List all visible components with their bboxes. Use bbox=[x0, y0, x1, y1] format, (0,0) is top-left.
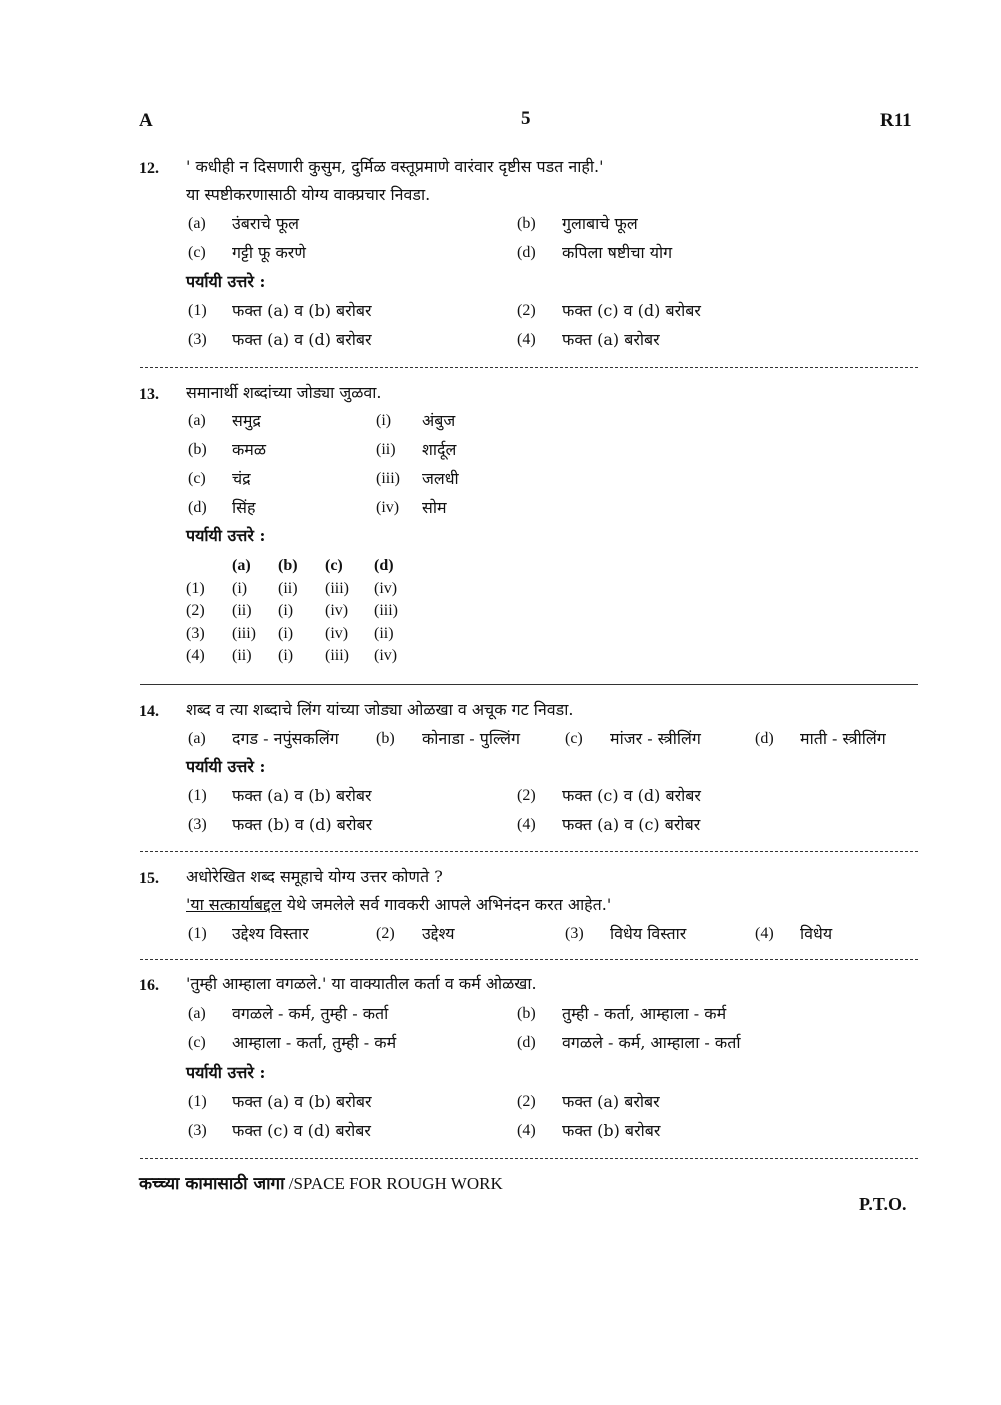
alternative-label: (3) bbox=[188, 331, 207, 348]
option-label: (b) bbox=[376, 730, 395, 747]
table-row bbox=[186, 645, 420, 668]
question-number: 14. bbox=[139, 703, 159, 720]
alternative-label: (3) bbox=[188, 816, 207, 833]
alternatives-heading: पर्यायी उत्तरे : bbox=[186, 1063, 266, 1082]
alternative-label: (4) bbox=[517, 1122, 536, 1139]
option-text: कोनाडा - पुल्लिंग bbox=[422, 729, 521, 748]
alternative-text: फक्त (a) व (d) बरोबर bbox=[232, 330, 372, 349]
table-header: (b) bbox=[278, 557, 298, 575]
alternative-label: (4) bbox=[517, 331, 536, 348]
option-label: (c) bbox=[188, 244, 206, 261]
match-answer-table bbox=[186, 555, 420, 668]
option-label: (c) bbox=[565, 730, 583, 747]
match-left-label: (b) bbox=[188, 441, 207, 458]
question-number: 16. bbox=[139, 977, 159, 994]
option-label: (a) bbox=[188, 1005, 206, 1022]
table-header: (a) bbox=[232, 557, 251, 575]
alternative-text: फक्त (a) बरोबर bbox=[562, 330, 660, 349]
rough-work-label bbox=[139, 1173, 503, 1195]
option-text: मांजर - स्त्रीलिंग bbox=[610, 729, 701, 748]
question-text: शब्द व त्या शब्दाचे लिंग यांच्या जोड्या ओळखा व अचूक गट निवडा. bbox=[186, 700, 574, 719]
page-turn-label: P.T.O. bbox=[859, 1194, 907, 1214]
table-cell: (i) bbox=[278, 647, 294, 665]
match-left-label: (a) bbox=[188, 412, 206, 429]
match-right-label: (iii) bbox=[376, 470, 400, 487]
table-cell: (iv) bbox=[325, 624, 349, 642]
table-cell: (1) bbox=[186, 579, 205, 597]
table-cell: (ii) bbox=[278, 579, 298, 597]
alternative-label: (1) bbox=[188, 302, 207, 319]
alternative-label: (4) bbox=[755, 925, 774, 942]
alternative-label: (3) bbox=[565, 925, 584, 942]
alternative-text: फक्त (a) बरोबर bbox=[562, 1092, 660, 1111]
match-right-text: सोम bbox=[422, 498, 447, 517]
match-left-text: कमळ bbox=[232, 440, 267, 459]
alternative-text: फक्त (c) व (d) बरोबर bbox=[562, 786, 701, 805]
option-text: उंबराचे फूल bbox=[232, 214, 300, 233]
option-text: वगळले - कर्म, तुम्ही - कर्ता bbox=[232, 1004, 389, 1023]
question-divider bbox=[140, 959, 918, 960]
table-cell: (ii) bbox=[374, 624, 394, 642]
table-cell: (i) bbox=[278, 602, 294, 620]
option-label: (a) bbox=[188, 730, 206, 747]
header-page-number: 5 bbox=[521, 108, 531, 129]
alternative-text: उद्देश्य विस्तार bbox=[232, 924, 309, 943]
alternative-text: फक्त (b) व (d) बरोबर bbox=[232, 815, 373, 834]
table-row bbox=[186, 578, 420, 601]
table-cell: (ii) bbox=[232, 602, 252, 620]
question-instruction: या स्पष्टीकरणासाठी योग्य वाक्प्रचार निवडा. bbox=[186, 185, 431, 204]
alternative-text: फक्त (b) बरोबर bbox=[562, 1121, 661, 1140]
alternative-text: फक्त (c) व (d) बरोबर bbox=[232, 1121, 371, 1140]
rough-work-english: /SPACE FOR ROUGH WORK bbox=[284, 1174, 503, 1193]
alternative-text: फक्त (a) व (c) बरोबर bbox=[562, 815, 701, 834]
question-divider bbox=[140, 1158, 918, 1159]
match-right-label: (iv) bbox=[376, 499, 400, 516]
alternative-label: (2) bbox=[517, 1093, 536, 1110]
alternative-text: विधेय विस्तार bbox=[610, 924, 687, 943]
header-set-code: A bbox=[139, 110, 153, 131]
alternative-text: फक्त (a) व (b) बरोबर bbox=[232, 1092, 372, 1111]
match-right-text: अंबुज bbox=[422, 411, 456, 430]
question-text: ' कधीही न दिसणारी कुसुम, दुर्मिळ वस्तूप्रमाणे वारंवार दृष्टीस पडत नाही.' bbox=[186, 157, 604, 176]
alternatives-heading: पर्यायी उत्तरे : bbox=[186, 272, 266, 291]
table-cell: (iv) bbox=[325, 602, 349, 620]
table-cell: (2) bbox=[186, 602, 205, 620]
option-text: तुम्ही - कर्ता, आम्हाला - कर्म bbox=[562, 1004, 727, 1023]
alternative-text: फक्त (c) व (d) बरोबर bbox=[562, 301, 701, 320]
alternative-text: फक्त (a) व (b) बरोबर bbox=[232, 301, 372, 320]
alternative-text: फक्त (a) व (b) बरोबर bbox=[232, 786, 372, 805]
table-header: (c) bbox=[325, 557, 343, 575]
option-label: (d) bbox=[517, 1034, 536, 1051]
table-cell: (ii) bbox=[232, 647, 252, 665]
match-left-text: सिंह bbox=[232, 498, 256, 517]
option-label: (c) bbox=[188, 1034, 206, 1051]
table-cell: (3) bbox=[186, 624, 205, 642]
alternative-label: (2) bbox=[376, 925, 395, 942]
alternative-text: विधेय bbox=[800, 924, 833, 943]
alternative-text: उद्देश्य bbox=[422, 924, 455, 943]
option-label: (d) bbox=[517, 244, 536, 261]
alternative-label: (3) bbox=[188, 1122, 207, 1139]
option-text: गुलाबाचे फूल bbox=[562, 214, 638, 233]
alternative-label: (2) bbox=[517, 787, 536, 804]
option-text: वगळले - कर्म, आम्हाला - कर्ता bbox=[562, 1033, 741, 1052]
match-right-text: जलधी bbox=[422, 469, 459, 488]
question-divider bbox=[140, 851, 918, 852]
match-right-label: (ii) bbox=[376, 441, 396, 458]
question-text: समानार्थी शब्दांच्या जोड्या जुळवा. bbox=[186, 383, 382, 402]
sentence-rest: येथे जमलेले सर्व गावकरी आपले अभिनंदन करत आहेत.' bbox=[281, 895, 612, 914]
question-sentence bbox=[186, 894, 611, 916]
option-label: (d) bbox=[755, 730, 774, 747]
option-label: (b) bbox=[517, 215, 536, 232]
option-text: गट्टी फू करणे bbox=[232, 243, 306, 262]
rough-work-marathi: कच्च्या कामासाठी जागा bbox=[139, 1174, 285, 1194]
table-cell: (i) bbox=[278, 624, 294, 642]
alternative-label: (4) bbox=[517, 816, 536, 833]
option-text: माती - स्त्रीलिंग bbox=[800, 729, 886, 748]
option-text: कपिला षष्टीचा योग bbox=[562, 243, 673, 262]
alternative-label: (1) bbox=[188, 925, 207, 942]
table-cell: (i) bbox=[232, 579, 248, 597]
table-row bbox=[186, 623, 420, 646]
alternative-label: (1) bbox=[188, 1093, 207, 1110]
header-paper-code: R11 bbox=[880, 110, 912, 131]
match-right-text: शार्दूल bbox=[422, 440, 457, 459]
question-divider bbox=[140, 684, 918, 685]
table-cell: (iii) bbox=[232, 624, 256, 642]
option-label: (b) bbox=[517, 1005, 536, 1022]
match-left-text: चंद्र bbox=[232, 469, 251, 488]
question-divider bbox=[140, 367, 918, 368]
table-cell: (iii) bbox=[325, 579, 349, 597]
match-left-label: (d) bbox=[188, 499, 207, 516]
alternative-label: (2) bbox=[517, 302, 536, 319]
table-header: (d) bbox=[374, 557, 394, 575]
table-cell: (iii) bbox=[374, 602, 398, 620]
table-cell: (iv) bbox=[374, 579, 398, 597]
option-label: (a) bbox=[188, 215, 206, 232]
question-number: 12. bbox=[139, 160, 159, 177]
match-left-label: (c) bbox=[188, 470, 206, 487]
question-text: अधोरेखित शब्द समूहाचे योग्य उत्तर कोणते ? bbox=[186, 867, 443, 886]
option-text: दगड - नपुंसकलिंग bbox=[232, 729, 339, 748]
question-number: 15. bbox=[139, 870, 159, 887]
table-cell: (iv) bbox=[374, 647, 398, 665]
table-cell: (iii) bbox=[325, 647, 349, 665]
underlined-phrase: 'या सत्कार्याबद्दल bbox=[186, 895, 282, 914]
match-right-label: (i) bbox=[376, 412, 392, 429]
alternatives-heading: पर्यायी उत्तरे : bbox=[186, 526, 266, 545]
table-row bbox=[186, 600, 420, 623]
table-cell: (4) bbox=[186, 647, 205, 665]
alternatives-heading: पर्यायी उत्तरे : bbox=[186, 757, 266, 776]
match-left-text: समुद्र bbox=[232, 411, 261, 430]
question-number: 13. bbox=[139, 386, 159, 403]
option-text: आम्हाला - कर्ता, तुम्ही - कर्म bbox=[232, 1033, 397, 1052]
question-text: 'तुम्ही आम्हाला वगळले.' या वाक्यातील कर्ता व कर्म ओळखा. bbox=[186, 974, 537, 993]
alternative-label: (1) bbox=[188, 787, 207, 804]
